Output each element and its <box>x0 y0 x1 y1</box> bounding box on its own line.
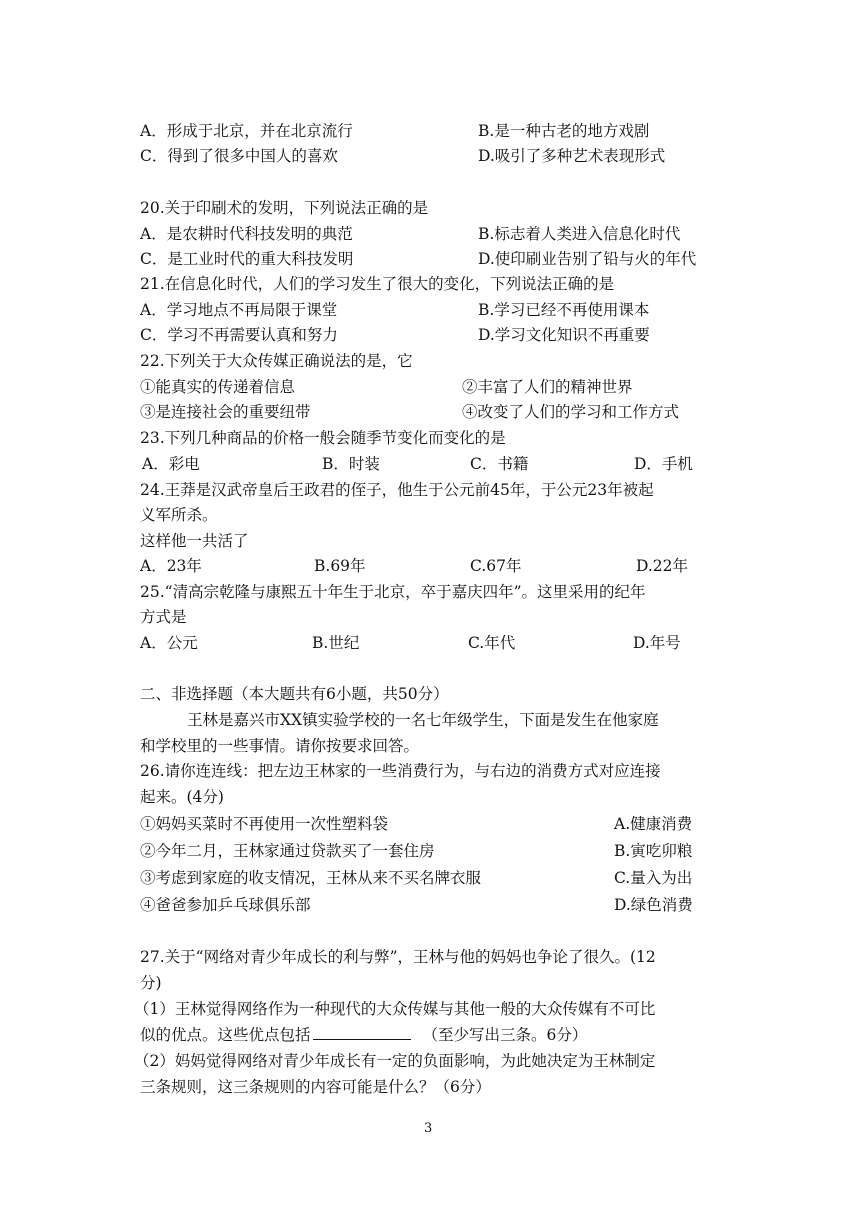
q26-stem-line2: 起来。(4分) <box>140 788 224 806</box>
q25-stem-line2: 方式是 <box>140 608 187 626</box>
q25-option-b: B.世纪 <box>312 634 360 652</box>
q22-stem: 22.下列关于大众传媒正确说法的是，它 <box>140 352 413 370</box>
q19-option-b: B.是一种古老的地方戏剧 <box>478 122 650 140</box>
q21-option-a: A．学习地点不再局限于课堂 <box>140 301 338 319</box>
q20-option-c: C．是工业时代的重大科技发明 <box>140 250 354 268</box>
q21-option-b: B.学习已经不再使用课本 <box>478 301 650 319</box>
q26-right-item-b: B.寅吃卯粮 <box>614 842 693 860</box>
q23-stem: 23.下列几种商品的价格一般会随季节变化而变化的是 <box>140 429 506 447</box>
q26-left-item-2: ②今年二月，王林家通过贷款买了一套住房 <box>140 842 435 860</box>
q24-option-c: C.67年 <box>470 557 522 575</box>
answer-blank[interactable] <box>313 1025 411 1040</box>
q20-stem: 20.关于印刷术的发明，下列说法正确的是 <box>140 199 429 217</box>
q27-part1-text: 似的优点。这些优点包括 <box>140 1026 311 1044</box>
q22-item-2: ②丰富了人们的精神世界 <box>462 378 633 396</box>
q19-option-c: C．得到了很多中国人的喜欢 <box>140 147 338 165</box>
q26-left-item-1: ①妈妈买菜时不再使用一次性塑料袋 <box>140 815 389 833</box>
q19-option-a: A．形成于北京，并在北京流行 <box>140 122 353 140</box>
q26-stem-line1: 26.请你连连线：把左边王林家的一些消费行为，与右边的消费方式对应连接 <box>140 762 661 780</box>
page-number: 3 <box>424 1121 433 1136</box>
q26-left-item-3: ③考虑到家庭的收支情况，王林从来不买名牌衣服 <box>140 869 482 887</box>
q23-option-b: B．时装 <box>322 455 380 473</box>
q23-option-a: A．彩电 <box>142 455 200 473</box>
section2-intro-line1: 王林是嘉兴市XX镇实验学校的一名七年级学生，下面是发生在他家庭 <box>187 711 659 729</box>
q21-stem: 21.在信息化时代，人们的学习发生了很大的变化，下列说法正确的是 <box>140 275 615 293</box>
section2-intro-line2: 和学校里的一些事情。请你按要求回答。 <box>140 737 420 755</box>
q27-stem-line2: 分) <box>140 974 162 992</box>
q22-item-3: ③是连接社会的重要纽带 <box>140 403 311 421</box>
q22-item-4: ④改变了人们的学习和工作方式 <box>462 403 680 421</box>
q24-option-d: D.22年 <box>636 557 689 575</box>
q27-part1-line1: （1）王林觉得网络作为一种现代的大众传媒与其他一般的大众传媒有不可比 <box>134 1000 656 1018</box>
q26-right-item-d: D.绿色消费 <box>614 896 693 914</box>
q25-option-c: C.年代 <box>468 634 516 652</box>
q24-option-a: A．23年 <box>140 557 202 575</box>
q26-left-item-4: ④爸爸参加乒乓球俱乐部 <box>140 896 311 914</box>
q27-part2-line1: （2）妈妈觉得网络对青少年成长有一定的负面影响，为此她决定为王林制定 <box>134 1052 656 1070</box>
q24-stem-line3: 这样他一共活了 <box>140 532 249 550</box>
q24-stem-line1: 24.王莽是汉武帝皇后王政君的侄子，他生于公元前45年，于公元23年被起 <box>140 481 654 499</box>
q26-right-item-a: A.健康消费 <box>614 815 693 833</box>
q21-option-c: C．学习不再需要认真和努力 <box>140 326 338 344</box>
q23-option-d: D．手机 <box>634 455 693 473</box>
q27-part1-note: （至少写出三条。6分） <box>422 1026 588 1044</box>
q27-part1-line2 <box>140 1025 587 1045</box>
q20-option-a: A．是农耕时代科技发明的典范 <box>140 225 353 243</box>
q25-stem-line1: 25.“清高宗乾隆与康熙五十年生于北京，卒于嘉庆四年”。这里采用的纪年 <box>140 583 646 601</box>
q25-option-d: D.年号 <box>633 634 681 652</box>
q25-option-a: A．公元 <box>140 634 198 652</box>
q20-option-b: B.标志着人类进入信息化时代 <box>478 225 681 243</box>
q23-option-c: C．书籍 <box>470 455 529 473</box>
q20-option-d: D.使印刷业告别了铅与火的年代 <box>478 250 697 268</box>
q22-item-1: ①能真实的传递着信息 <box>140 378 296 396</box>
q24-stem-line2: 义军所杀。 <box>140 506 218 524</box>
q26-right-item-c: C.量入为出 <box>614 869 693 887</box>
q21-option-d: D.学习文化知识不再重要 <box>478 326 650 344</box>
q24-option-b: B.69年 <box>314 557 366 575</box>
q27-part2-line2: 三条规则，这三条规则的内容可能是什么？（6分） <box>140 1078 491 1096</box>
q19-option-d: D.吸引了多种艺术表现形式 <box>478 147 666 165</box>
q27-stem-line1: 27.关于“网络对青少年成长的利与弊”，王林与他的妈妈也争论了很久。(12 <box>140 948 656 966</box>
section2-heading: 二、非选择题（本大题共有6小题，共50分） <box>140 685 449 703</box>
